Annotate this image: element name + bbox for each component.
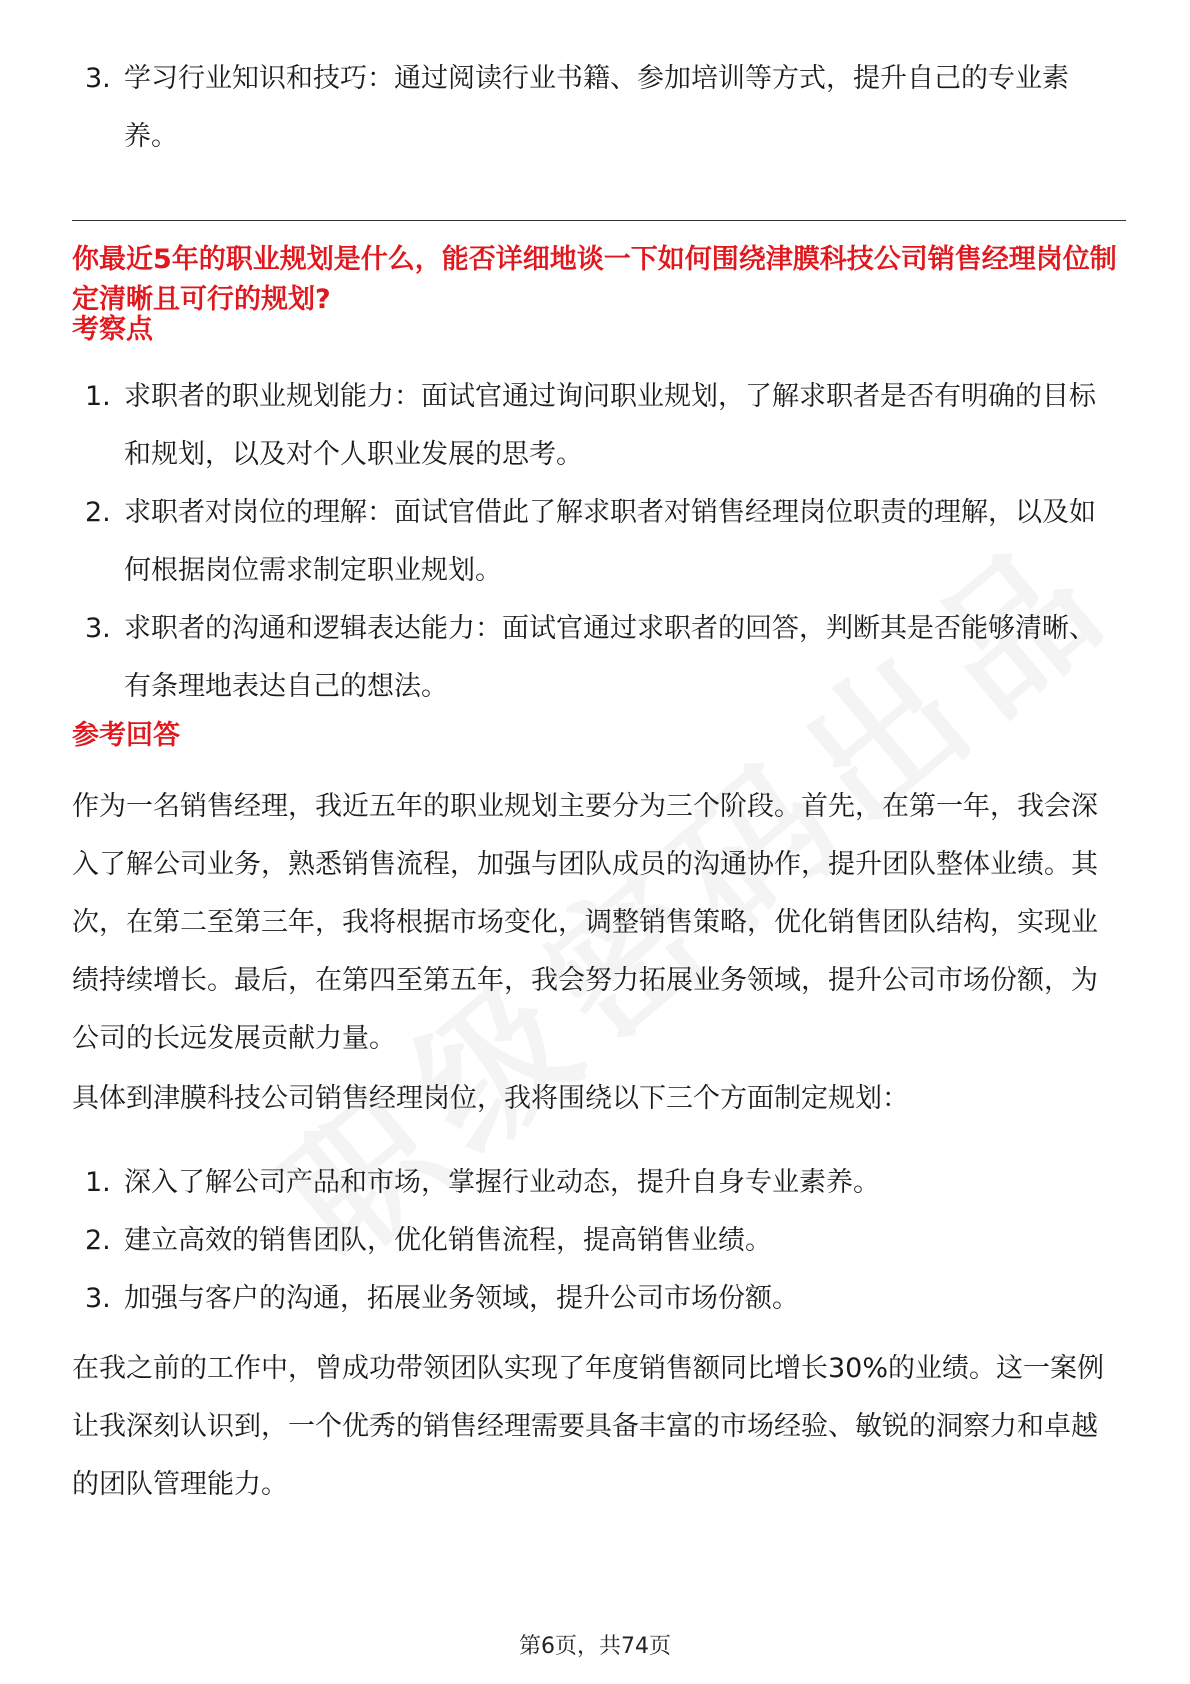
list-item <box>72 1154 1122 1212</box>
list-number: 1. <box>85 1167 111 1198</box>
list-item <box>72 50 1122 166</box>
focus-list <box>72 368 1122 716</box>
list-number: 2. <box>85 497 111 528</box>
list-number: 2. <box>85 1225 111 1256</box>
list-text: 学习行业知识和技巧：通过阅读行业书籍、参加培训等方式，提升自己的专业素养。 <box>124 63 1069 152</box>
top-list <box>72 50 1122 166</box>
question-heading: 你最近5年的职业规划是什么，能否详细地谈一下如何围绕津膜科技公司销售经理岗位制定清晰且可行的规划? <box>72 244 1117 315</box>
answer-paragraph: 具体到津膜科技公司销售经理岗位，我将围绕以下三个方面制定规划： <box>72 1083 909 1114</box>
list-text: 求职者的沟通和逻辑表达能力：面试官通过求职者的回答，判断其是否能够清晰、有条理地表达自己的想法。 <box>124 613 1096 702</box>
answer-heading: 参考回答 <box>72 720 180 751</box>
list-text: 加强与客户的沟通，拓展业务领域，提升公司市场份额。 <box>124 1283 799 1314</box>
list-text: 求职者对岗位的理解：面试官借此了解求职者对销售经理岗位职责的理解，以及如何根据岗位需求制定职业规划。 <box>124 497 1096 586</box>
list-item <box>72 1270 1122 1328</box>
list-text: 建立高效的销售团队，优化销售流程，提高销售业绩。 <box>124 1225 772 1256</box>
focus-heading: 考察点 <box>72 314 153 345</box>
list-number: 3. <box>85 1283 111 1314</box>
answer-paragraph: 作为一名销售经理，我近五年的职业规划主要分为三个阶段。首先，在第一年，我会深入了解公司业务，熟悉销售流程，加强与团队成员的沟通协作，提升团队整体业绩。其次，在第二至第三年，我将根据市场变化，调整销售策略，优化销售团队结构，实现业绩持续增长。最后，在第四至第五年，我会努力拓展业务领域，提升公司市场份额，为公司的长远发展贡献力量。 <box>72 791 1098 1054</box>
list-number: 3. <box>85 63 111 94</box>
list-number: 3. <box>85 613 111 644</box>
list-item <box>72 600 1122 716</box>
page-number: 第6页，共74页 <box>519 1634 671 1659</box>
list-item <box>72 1212 1122 1270</box>
list-item <box>72 368 1122 484</box>
list-text: 求职者的职业规划能力：面试官通过询问职业规划，了解求职者是否有明确的目标和规划，以及对个人职业发展的思考。 <box>124 381 1096 470</box>
list-text: 深入了解公司产品和市场，掌握行业动态，提升自身专业素养。 <box>124 1167 880 1198</box>
list-number: 1. <box>85 381 111 412</box>
list-item <box>72 484 1122 600</box>
answer-paragraph: 在我之前的工作中，曾成功带领团队实现了年度销售额同比增长30%的业绩。这一案例让我深刻认识到，一个优秀的销售经理需要具备丰富的市场经验、敏锐的洞察力和卓越的团队管理能力。 <box>72 1353 1105 1500</box>
plan-list <box>72 1154 1122 1328</box>
section-divider <box>72 220 1126 221</box>
